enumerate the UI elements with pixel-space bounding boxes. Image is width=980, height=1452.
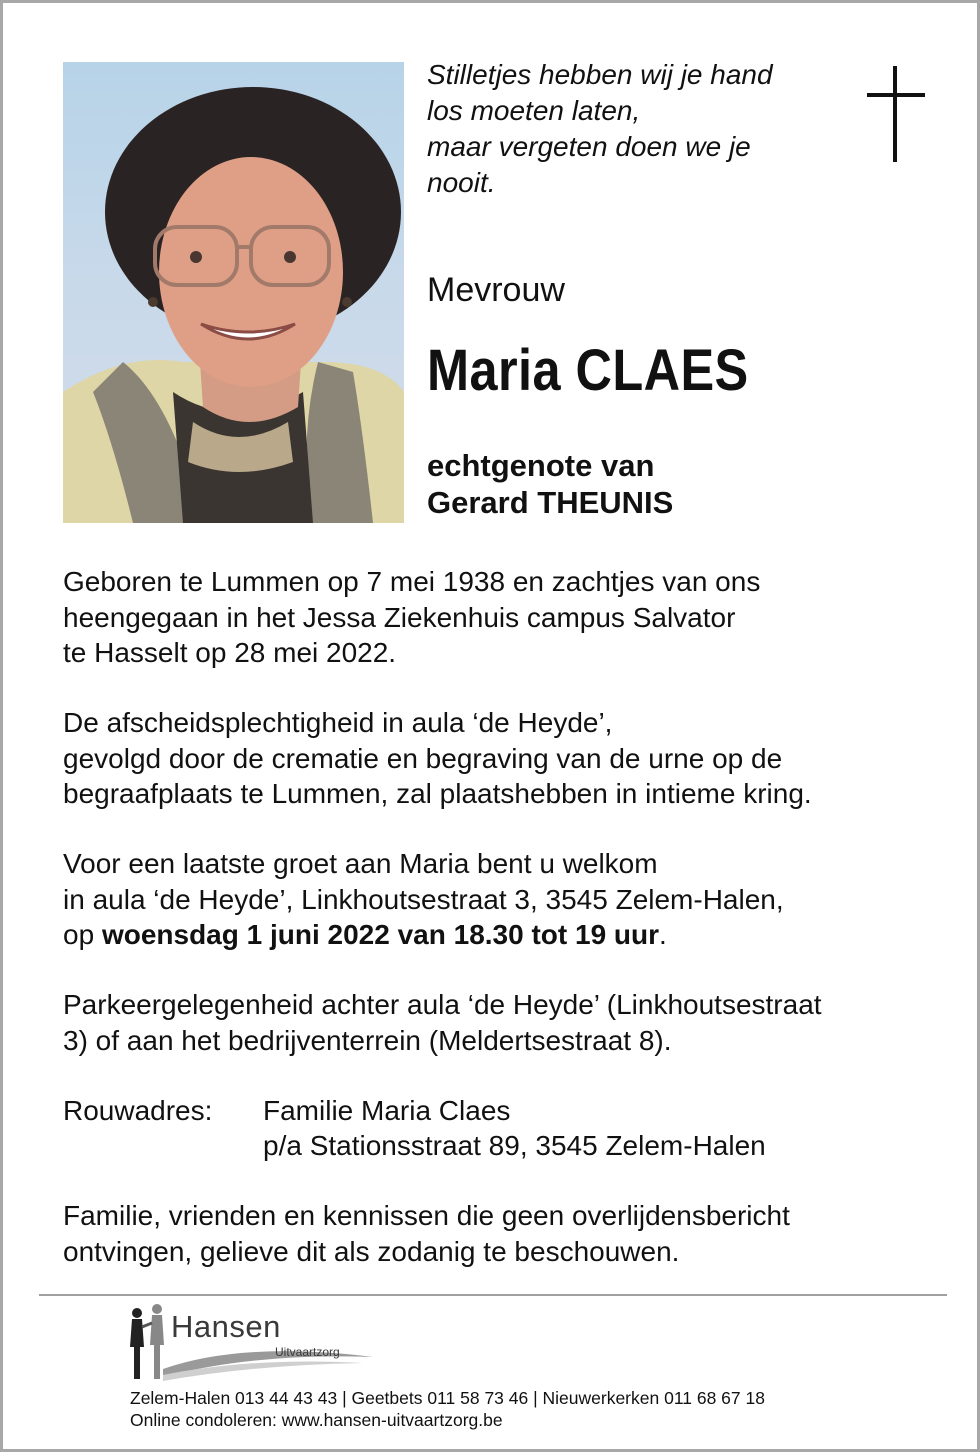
visit-datetime: woensdag 1 juni 2022 van 18.30 tot 19 uur: [101, 919, 660, 950]
footer-divider: [39, 1294, 947, 1296]
cross-icon: [867, 66, 925, 162]
address-line: p/a Stationsstraat 89, 3545 Zelem-Halen: [263, 1130, 766, 1161]
poem-line: Stilletjes hebben wij je hand: [427, 59, 773, 90]
text-line: ontvingen, gelieve dit als zodanig te beschouwen.: [63, 1235, 680, 1267]
undertaker-subtitle: Uitvaartzorg: [275, 1345, 340, 1359]
poem-line: los moeten laten,: [427, 95, 641, 126]
parking-paragraph: [63, 987, 943, 1058]
text-line: Familie, vrienden en kennissen die geen overlijdensbericht: [63, 1200, 790, 1231]
text-line: in aula ‘de Heyde’, Linkhoutsestraat 3, 3545 Zelem-Halen,: [63, 883, 784, 915]
visit-suffix: .: [659, 919, 667, 950]
portrait-photo: [63, 62, 404, 523]
undertaker-name: Hansen: [171, 1309, 281, 1344]
text-line: [63, 917, 943, 953]
obituary-body: [63, 564, 943, 1269]
spouse-name: Gerard THEUNIS: [427, 485, 674, 520]
text-line: Geboren te Lummen op 7 mei 1938 en zachtjes van ons: [63, 566, 761, 597]
visit-prefix: op: [63, 919, 102, 950]
text-line: Parkeergelegenheid achter aula ‘de Heyde’ (Linkhoutsestraat: [63, 989, 822, 1020]
poem-line: nooit.: [427, 167, 496, 198]
text-line: De afscheidsplechtigheid in aula ‘de Heyde’,: [63, 707, 613, 738]
spouse-info: [427, 447, 673, 521]
mourning-address-label: Rouwadres:: [63, 1094, 213, 1126]
text-line: Voor een laatste groet aan Maria bent u welkom: [63, 848, 658, 879]
visit-paragraph: [63, 846, 943, 953]
spouse-relation: echtgenote van: [427, 448, 655, 483]
text-line: gevolgd door de crematie en begraving van de urne op de: [63, 742, 783, 774]
poem-line: maar vergeten doen we je: [427, 131, 751, 162]
ceremony-paragraph: [63, 705, 943, 812]
birth-paragraph: [63, 564, 943, 671]
address-line: Familie Maria Claes: [263, 1094, 511, 1126]
text-line: heengegaan in het Jessa Ziekenhuis campus Salvator: [63, 601, 736, 633]
closing-paragraph: [63, 1198, 943, 1269]
salutation: Mevrouw: [427, 271, 565, 309]
text-line: 3) of aan het bedrijventerrein (Meldertsestraat 8).: [63, 1024, 672, 1056]
poem: [427, 57, 847, 201]
deceased-name: Maria CLAES: [427, 338, 749, 403]
text-line: begraafplaats te Lummen, zal plaatshebben in intieme kring.: [63, 778, 812, 809]
text-line: te Hasselt op 28 mei 2022.: [63, 637, 397, 668]
mourning-address: [63, 1093, 943, 1164]
website-line: Online condoleren: www.hansen-uitvaartzorg.be: [130, 1410, 503, 1430]
contact-line: Zelem-Halen 013 44 43 43 | Geetbets 011 58 73 46 | Nieuwerkerken 011 68 67 18: [130, 1388, 765, 1408]
undertaker-contact: [130, 1387, 765, 1431]
portrait-illustration: [63, 62, 404, 523]
